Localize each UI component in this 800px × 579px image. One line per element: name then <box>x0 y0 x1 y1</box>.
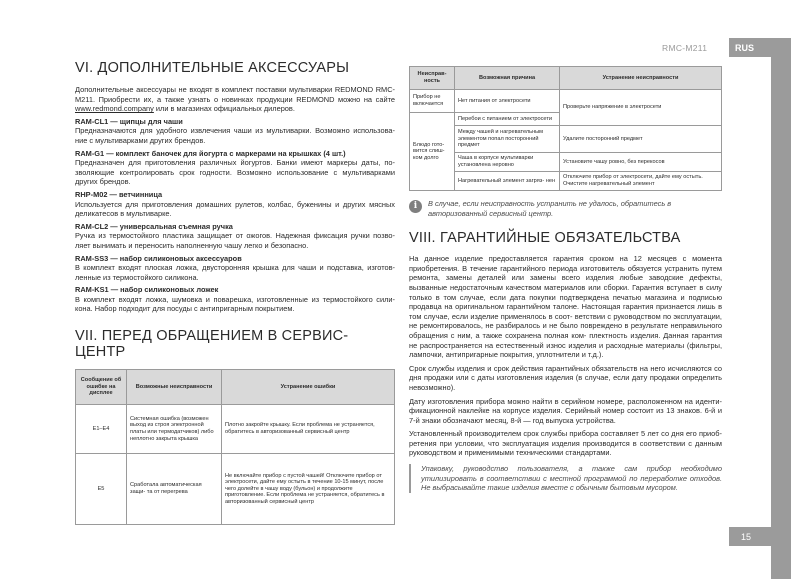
table-row <box>410 172 722 191</box>
fault-table-header: Возможная причина <box>455 67 560 90</box>
section6-intro <box>75 85 395 114</box>
error-table <box>75 369 395 525</box>
warranty-paragraph: Установленный производителем срок службы прибора составляет 5 лет со дня его приоб- ретения при условии, что эксплуатация изделия производится в соответствии с данным руководством и применимыми техническими стандартами. <box>409 429 722 458</box>
table-row <box>410 126 722 153</box>
fault-name: Прибор не включается <box>410 90 455 113</box>
error-cause: Системная ошибка (возможен выход из строя электронной платы или термодатчиков) либо неплотно закрыта крышка <box>127 405 222 454</box>
model-label: RMC-M211 <box>662 43 708 53</box>
fault-cause: Перебои с питанием от электросети <box>455 113 560 126</box>
error-table-header: Сообщение об ошибке на дисплее <box>76 370 127 405</box>
table-row <box>76 454 395 525</box>
warranty-paragraph: Дату изготовления прибора можно найти в серийном номере, расположенном на иденти- фикационной наклейке на корпусе изделия. Серийный номер состоит из 13 знаков. 6-й и 7-й знаки обозначают месяц, 8-й — год выпуска устройства. <box>409 396 722 425</box>
accessory-text: В комплект входят плоская ложка, двусторонняя крышка для чаши и подставка, изготов- ленные из термостойкого силикона. <box>75 263 395 282</box>
accessory-title: RAM-SS3 — набор силиконовых аксессуаров <box>75 253 242 263</box>
error-cause: Сработала автоматическая защи- та от перегрева <box>127 454 222 525</box>
accessory-title: RAM-CL1 — щипцы для чаши <box>75 116 183 126</box>
right-column <box>409 66 722 493</box>
accessory-text: Используется для приготовления домашних рулетов, колбас, буженины и других мясных деликатесов в мультиварке. <box>75 199 395 219</box>
language-tab: RUS <box>729 38 771 57</box>
fault-fix: Установите чашу ровно, без перекосов <box>560 153 722 172</box>
recycling-note: Упаковку, руководство пользователя, а также сам прибор необходимо утилизировать в соответствии с местной программой по переработке отходов. Не выбрасывайте такие изделия вместе с обычным бытовым мусором. <box>409 464 722 493</box>
warranty-paragraph: Срок службы изделия и срок действия гарантийных обязательств на него исчисляются со дня продажи или с даты изготовления изделия (в случае, если дату продажи определить невозможно). <box>409 363 722 392</box>
fault-cause: Нагревательный элемент загряз- нен <box>455 172 560 191</box>
accessory-title: RAM-CL2 — универсальная съемная ручка <box>75 221 233 231</box>
fault-table <box>409 66 722 191</box>
fault-table-header: Неисправ- ность <box>410 67 455 90</box>
table-row <box>410 153 722 172</box>
accessory-title: RAM-KS1 — набор силиконовых ложек <box>75 285 219 295</box>
warranty-paragraph: На данное изделие предоставляется гарантия сроком на 12 месяцев с момента приобретения. В течение гарантийного периода изготовитель обязуется устранить путем ремонта, замены деталей или замены всего изделия любые заводские дефекты, вызванные недостаточным качеством материалов или сборки. Гарантия вступает в силу только в том случае, если дата покупки подтверждена печатью магазина и подписью продавца на оригинальном гарантийном талоне. Настоящая гарантия признается лишь в том случае, если изделие применялось в соот- ветствии с руководством по эксплуатации, не ремонтировалось, не разбиралось и не было повреждено в результате неправильного обращения с ним, а также сохранена полная ком- плектность изделия. Данная гарантия не распространяется на естественный износ изделия и расходные материалы (фильтры, лампочки, антипригарные покрытия, уплотнители и т.д.). <box>409 254 722 360</box>
error-table-header: Устранение ошибки <box>222 370 395 405</box>
error-code: E1–E4 <box>76 405 127 454</box>
fault-cause: Нет питания от электросети <box>455 90 560 113</box>
fault-cause: Между чашей и нагревательным элементом попал посторонний предмет <box>455 126 560 153</box>
table-row <box>76 405 395 454</box>
error-fix: Плотно закройте крышку. Если проблема не устраняется, обратитесь в авторизованный сервисный центр <box>222 405 395 454</box>
fault-fix: Проверьте напряжение в электросети <box>560 90 722 126</box>
accessory-title: RAM-G1 — комплект баночек для йогурта с маркерами на крышках (4 шт.) <box>75 148 346 158</box>
section6-title: VI. ДОПОЛНИТЕЛЬНЫЕ АКСЕССУАРЫ <box>75 60 350 76</box>
page-number: 15 <box>729 527 771 546</box>
fault-fix: Отключите прибор от электросети, дайте ему остыть. Очистите нагревательный элемент <box>560 172 722 191</box>
section7-title: VII. ПЕРЕД ОБРАЩЕНИЕМ В СЕРВИС-ЦЕНТР <box>75 328 349 361</box>
service-note <box>409 199 722 218</box>
side-bar <box>771 38 791 579</box>
left-column <box>75 60 395 525</box>
website-link[interactable]: www.redmond.company <box>75 104 154 114</box>
intro-text: Дополнительные аксессуары не входят в комплект поставки мультиварки REDMOND RMC-M211. Приобрести их, а также узнать о новинках продукции REDMOND можно на сайте <box>75 85 395 104</box>
fault-name: Блюдо гото- вится слиш- ком долго <box>410 113 455 191</box>
fault-cause: Чаша в корпусе мультиварки установлена неровно <box>455 153 560 172</box>
fault-table-header: Устранение неисправности <box>560 67 722 90</box>
note-text: В случае, если неисправность устранить не удалось, обратитесь в авторизованный сервисный центр. <box>428 199 672 218</box>
accessory-text: Предназначен для приготовления различных йогуртов. Банки имеют маркеры даты, по- зволяющие контролировать срок годности. Возможно использование с мультиварками других брендов. <box>75 158 395 187</box>
error-table-header: Возможные неисправности <box>127 370 222 405</box>
accessory-text: Предназначаются для удобного извлечения чаши из мультиварки. Возможно использова- ние с мультиварками других брендов. <box>75 126 395 145</box>
accessory-title: RHP-M02 — ветчинница <box>75 189 163 199</box>
error-fix: Не включайте прибор с пустой чашей! Отключите прибор от электросети, дайте ему остыть в течение 10-15 минут, после чего долейте в чашу воду (бульон) и продолжите приготовление. Если проблема не устраняется, обратитесь в авторизованный сервисный центр <box>222 454 395 525</box>
table-row <box>410 90 722 113</box>
error-code: E5 <box>76 454 127 525</box>
section8-title: VIII. ГАРАНТИЙНЫЕ ОБЯЗАТЕЛЬСТВА <box>409 230 681 247</box>
intro-text-end: или в магазинах официальных дилеров. <box>153 104 295 114</box>
info-icon: i <box>409 200 422 213</box>
fault-fix: Удалите посторонний предмет <box>560 126 722 153</box>
accessory-text: В комплект входят ложка, шумовка и поварешка, изготовленные из термостойкого сили- кона. Набор подходит для посуды с антипригарным покрытием. <box>75 294 395 314</box>
accessory-text: Ручка из термостойкого пластика защищает от ожогов. Надежная фиксация ручки позво- ляет вынимать и переносить наполненную чашу легко и безопасно. <box>75 231 395 250</box>
